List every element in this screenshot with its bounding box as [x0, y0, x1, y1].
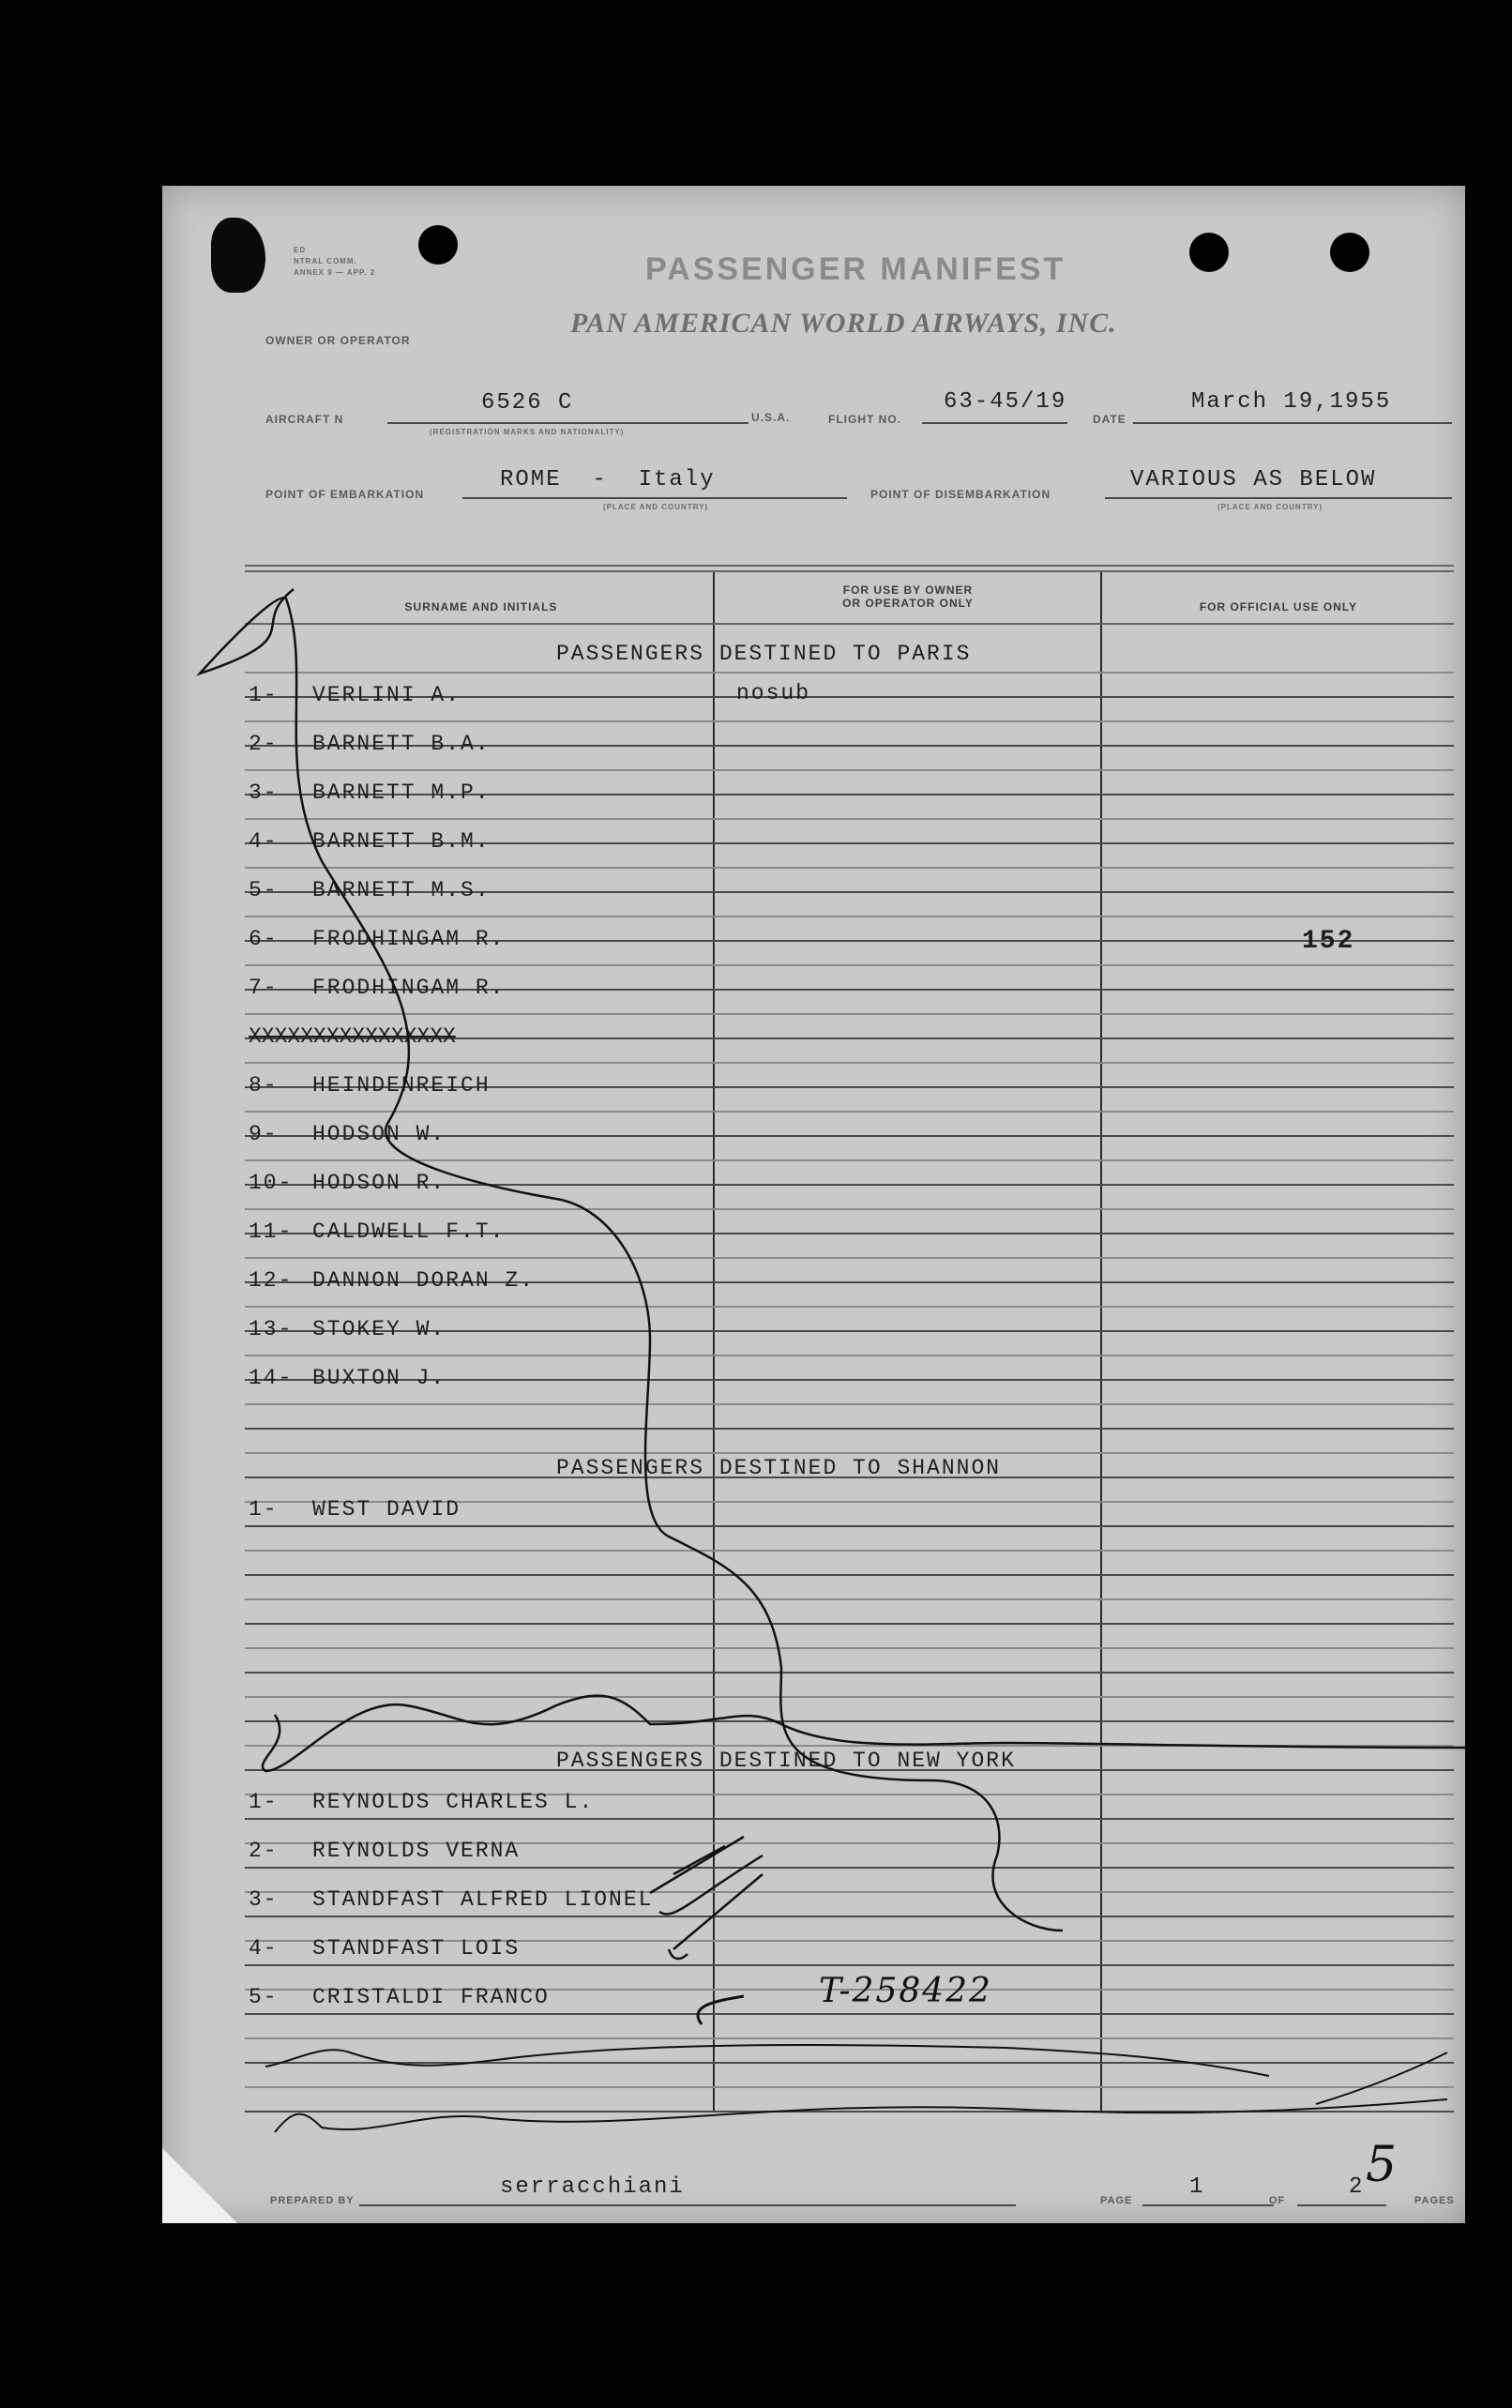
embark-label: POINT OF EMBARKATION: [265, 488, 425, 501]
row-number: 10-: [249, 1171, 294, 1195]
pen-stroke: [275, 2099, 1447, 2132]
prepared-value: serracchiani: [500, 2174, 685, 2200]
passenger-name: HEINDENREICH: [312, 1073, 491, 1098]
form-title: PASSENGER MANIFEST: [645, 251, 1066, 287]
row-number: 2-: [249, 1839, 279, 1863]
row-number: 1-: [249, 1497, 279, 1522]
row-number: 12-: [249, 1268, 294, 1293]
of-overwrite: 5: [1366, 2137, 1398, 2193]
manifest-sheet: [162, 186, 1465, 2223]
pages-label: PAGES: [1414, 2195, 1455, 2206]
date-label: DATE: [1093, 413, 1126, 426]
prepared-label: PREPARED BY: [270, 2195, 355, 2206]
handwritten-marks: [162, 186, 1465, 2223]
col-owner-use-1: FOR USE BY OWNER: [842, 583, 974, 597]
passenger-name: BARNETT B.M.: [312, 829, 491, 854]
aircraft-sub: (REGISTRATION MARKS AND NATIONALITY): [430, 428, 625, 436]
owner-label: OWNER OR OPERATOR: [265, 334, 411, 347]
passenger-name: HODSON W.: [312, 1122, 446, 1146]
page-value: 1: [1189, 2174, 1205, 2200]
col-official: FOR OFFICIAL USE ONLY: [1199, 600, 1358, 613]
handwritten-note: T-258422: [819, 1972, 992, 2010]
aircraft-value: 6526 C: [481, 390, 574, 416]
row-number: 7-: [249, 976, 279, 1000]
passenger-name: STANDFAST ALFRED LIONEL: [312, 1887, 654, 1912]
embark-value: ROME - Italy: [500, 467, 716, 492]
passenger-name: HODSON R.: [312, 1171, 446, 1195]
row-number: 3-: [249, 1887, 279, 1912]
passenger-name: FRODHINGAM R.: [312, 927, 506, 951]
passenger-name: DANNON DORAN Z.: [312, 1268, 536, 1293]
company-name: PAN AMERICAN WORLD AIRWAYS, INC.: [570, 308, 1117, 339]
passenger-name: BARNETT M.S.: [312, 878, 491, 902]
corner-stamp-3: ANNEX 9 — APP. 2: [294, 268, 376, 277]
passenger-name: REYNOLDS VERNA: [312, 1839, 521, 1863]
of-label: OF: [1269, 2195, 1286, 2206]
row-number: 4-: [249, 829, 279, 854]
passenger-name: BUXTON J.: [312, 1366, 446, 1390]
disembark-label: POINT OF DISEMBARKATION: [870, 488, 1051, 501]
passenger-name: WEST DAVID: [312, 1497, 461, 1522]
section-heading: PASSENGERS DESTINED TO NEW YORK: [556, 1749, 1016, 1773]
section-heading: PASSENGERS DESTINED TO SHANNON: [556, 1456, 1002, 1480]
check-mark: [650, 1837, 744, 1893]
row-number: 5-: [249, 1985, 279, 2009]
passenger-name: STANDFAST LOIS: [312, 1936, 521, 1961]
place-sub: (PLACE AND COUNTRY): [603, 503, 709, 511]
col-surname: SURNAME AND INITIALS: [404, 600, 558, 613]
row-number: 2-: [249, 732, 279, 756]
disembark-value: VARIOUS AS BELOW: [1130, 467, 1377, 492]
of-value: 2: [1349, 2174, 1365, 2200]
pen-stroke: [698, 1996, 744, 2024]
row-number: 14-: [249, 1366, 294, 1390]
owner-use-value: nosub: [736, 681, 811, 705]
row-number: 3-: [249, 780, 279, 805]
passenger-name: CALDWELL F.T.: [312, 1219, 506, 1244]
pen-stroke: [1316, 2052, 1447, 2104]
row-number: 8-: [249, 1073, 279, 1098]
passenger-name: CRISTALDI FRANCO: [312, 1985, 550, 2009]
passenger-name: VERLINI A.: [312, 683, 461, 707]
official-use-value: 152: [1302, 927, 1355, 956]
pen-stroke: [263, 1696, 1465, 1771]
check-mark: [659, 1855, 763, 1915]
page-label: PAGE: [1100, 2195, 1133, 2206]
section-heading: PASSENGERS DESTINED TO PARIS: [556, 642, 972, 666]
check-mark: [669, 1949, 688, 1959]
aircraft-label: AIRCRAFT N: [265, 413, 344, 426]
flight-value: 63-45/19: [944, 389, 1067, 415]
passenger-name: BARNETT M.P.: [312, 780, 491, 805]
passenger-name: FRODHINGAM R.: [312, 976, 506, 1000]
passenger-name: STOKEY W.: [312, 1317, 446, 1341]
passenger-name: BARNETT B.A.: [312, 732, 491, 756]
corner-stamp-2: NTRAL COMM.: [294, 257, 357, 265]
row-number: 4-: [249, 1936, 279, 1961]
row-number: 11-: [249, 1219, 294, 1244]
passenger-name: REYNOLDS CHARLES L.: [312, 1790, 595, 1814]
date-value: March 19,1955: [1191, 389, 1392, 415]
row-number: 5-: [249, 878, 279, 902]
row-number: 1-: [249, 683, 279, 707]
flight-label: FLIGHT NO.: [828, 413, 901, 426]
corner-stamp-1: ED: [294, 246, 307, 254]
place-sub-2: (PLACE AND COUNTRY): [1217, 503, 1323, 511]
col-owner-use-2: OR OPERATOR ONLY: [842, 597, 974, 610]
row-number: 1-: [249, 1790, 279, 1814]
passenger-name: XXXXXXXXXXXXXXXX: [249, 1024, 456, 1049]
row-number: 13-: [249, 1317, 294, 1341]
row-number: 9-: [249, 1122, 279, 1146]
row-number: 6-: [249, 927, 279, 951]
pen-stroke: [265, 2045, 1269, 2076]
usa-label: U.S.A.: [751, 411, 791, 424]
pen-stroke: [200, 589, 1063, 1931]
